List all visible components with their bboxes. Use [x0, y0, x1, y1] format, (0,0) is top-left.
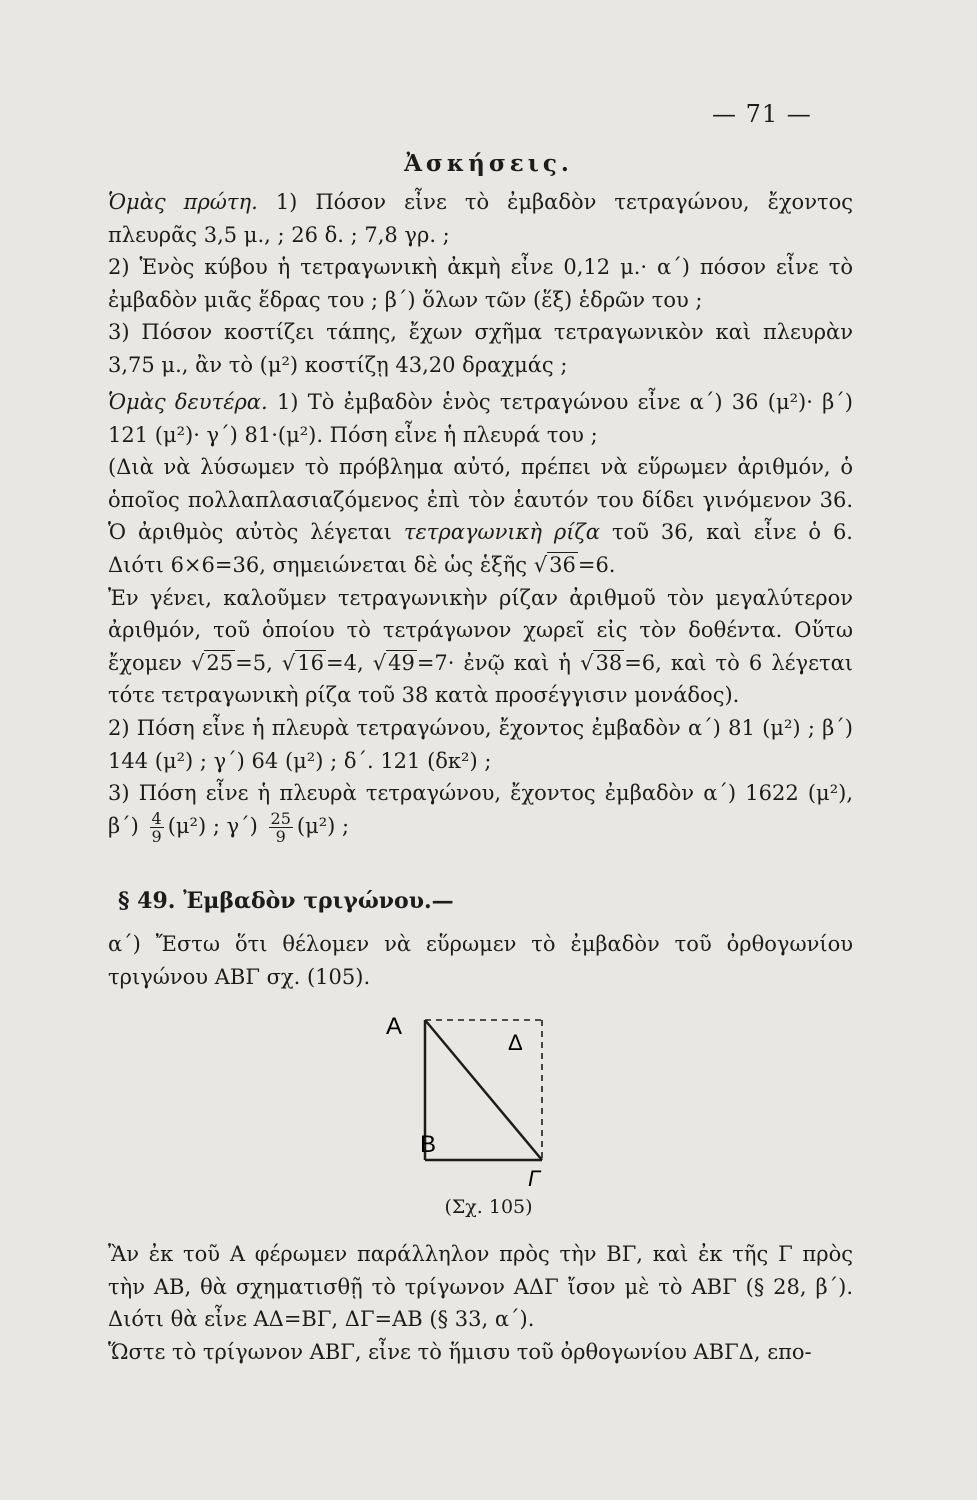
- group2-q2: 2) Πόση εἶνε ἡ πλευρὰ τετραγώνου, ἔχοντος ἐμβαδὸν α΄) 81 (μ²) ; β΄) 144 (μ²) ; γ΄) 64 (μ²) ; δ΄. 121 (δκ²) ;: [108, 715, 853, 773]
- exercises-heading: Ἀσκήσεις.: [404, 150, 573, 177]
- closing-paragraph-1: Ἂν ἐκ τοῦ Α φέρωμεν παράλληλον πρὸς τὴν ΒΓ, καὶ ἐκ τῆς Γ πρὸς τὴν ΑΒ, θὰ σχηματισθῇ τὸ τρίγωνον ΑΔΓ ἴσον μὲ τὸ ΑΒΓ (§ 28, β΄). Διότι θὰ εἶνε ΑΔ=ΒΓ, ΔΓ=ΑΒ (§ 33, α΄).: [108, 1242, 853, 1332]
- fraction-4-9: $\frac{4}{9}$: [151, 808, 162, 846]
- section-number: § 49.: [118, 888, 176, 914]
- page-number: — 71 —: [712, 100, 812, 128]
- fraction-25-9: $\frac{25}{9}$: [270, 808, 291, 846]
- group2-explanation: (Διὰ νὰ λύσωμεν τὸ πρόβλημα αὐτό, πρέπει νὰ εὕρωμεν ἀριθμόν, ὁ ὁποῖος πολλαπλασιαζόμενος ἐπὶ τὸν ἑαυτόν του δίδει γινόμενον 36. Ὁ ἀριθμὸς αὐτὸς λέγεται τετραγωνικὴ ρίζα τοῦ 36, καὶ εἶνε ὁ 6. Διότι 6×6=36, σημειώνεται δὲ ὡς ἑξῆς √36=6.: [108, 455, 853, 577]
- exercise-group-2: [108, 386, 853, 845]
- root-38: 38: [595, 650, 623, 675]
- group2-general: Ἐν γένει, καλοῦμεν τετραγωνικὴν ρίζαν ἀριθμοῦ τὸν μεγαλύτερον ἀριθμόν, τοῦ ὁποίου τὸ τετράγωνον χωρεῖ εἰς τὸν δοθέντα. Οὕτω ἔχομεν √25=5, √16=4, √49=7· ἐνῷ καὶ ἡ √38=6, καὶ τὸ 6 λέγεται τότε τετραγωνικὴ ρίζα τοῦ 38 κατὰ προσέγγισιν μονάδος).: [108, 585, 853, 708]
- root-49: 49: [388, 650, 415, 675]
- exercise-group-1: [108, 186, 853, 382]
- section-heading: [118, 888, 454, 914]
- label-D: Δ: [508, 1030, 523, 1055]
- group2-label: Ὁμὰς δευτέρα.: [108, 390, 268, 414]
- root-16: 16: [297, 650, 324, 675]
- root-36: 36: [549, 552, 576, 577]
- hypotenuse-AG: [425, 1020, 542, 1160]
- label-G: Γ: [528, 1166, 541, 1190]
- closing-paragraph-2: Ὥστε τὸ τρίγωνον ΑΒΓ, εἶνε τὸ ἥμισυ τοῦ ὀρθογωνίου ΑΒΓΔ, επο-: [108, 1339, 812, 1364]
- term-square-root: τετραγωνικὴ ρίζα: [403, 520, 600, 545]
- group1-q1: Ὁμὰς πρώτη. 1) Πόσον εἶνε τὸ ἐμβαδὸν τετραγώνου, ἔχοντος πλευρᾶς 3,5 μ., ; 26 δ. ; 7,8 γρ. ;: [108, 190, 853, 247]
- root-25: 25: [206, 650, 234, 675]
- group1-label: Ὁμὰς πρώτη.: [108, 190, 258, 214]
- label-B: Β: [420, 1131, 437, 1158]
- closing-paragraphs: [108, 1238, 853, 1368]
- triangle-figure: [370, 1010, 560, 1190]
- group2-q1: Ὁμὰς δευτέρα. 1) Τὸ ἐμβαδὸν ἑνὸς τετραγώνου εἶνε α΄) 36 (μ²)· β΄) 121 (μ²)· γ΄) 81·(μ²). Πόση εἶνε ἡ πλευρά του ;: [108, 390, 853, 447]
- group1-q2: 2) Ἑνὸς κύβου ἡ τετραγωνικὴ ἀκμὴ εἶνε 0,12 μ.· α΄) πόσον εἶνε τὸ ἐμβαδὸν μιᾶς ἕδρας του ; β΄) ὅλων τῶν (ἕξ) ἑδρῶν του ;: [108, 255, 853, 312]
- figure-caption: (Σχ. 105): [444, 1196, 533, 1218]
- section-title: Ἐμβαδὸν τριγώνου.—: [183, 888, 454, 914]
- part-a-paragraph: α΄) Ἔστω ὅτι θέλομεν νὰ εὕρωμεν τὸ ἐμβαδὸν τοῦ ὀρθογωνίου τριγώνου ΑΒΓ σχ. (105).: [108, 932, 853, 989]
- label-A: Α: [386, 1013, 403, 1040]
- group2-q3: 3) Πόση εἶνε ἡ πλευρὰ τετραγώνου, ἔχοντος ἐμβαδὸν α΄) 1622 (μ²), β΄) $\frac{4}{9}$ (μ²) ; γ΄) $\frac{25}{9}$ (μ²) ;: [108, 781, 853, 846]
- group1-q3: 3) Πόσον κοστίζει τάπης, ἔχων σχῆμα τετραγωνικὸν καὶ πλευρὰν 3,75 μ., ἂν τὸ (μ²) κοστίζῃ 43,20 δραχμάς ;: [108, 320, 853, 377]
